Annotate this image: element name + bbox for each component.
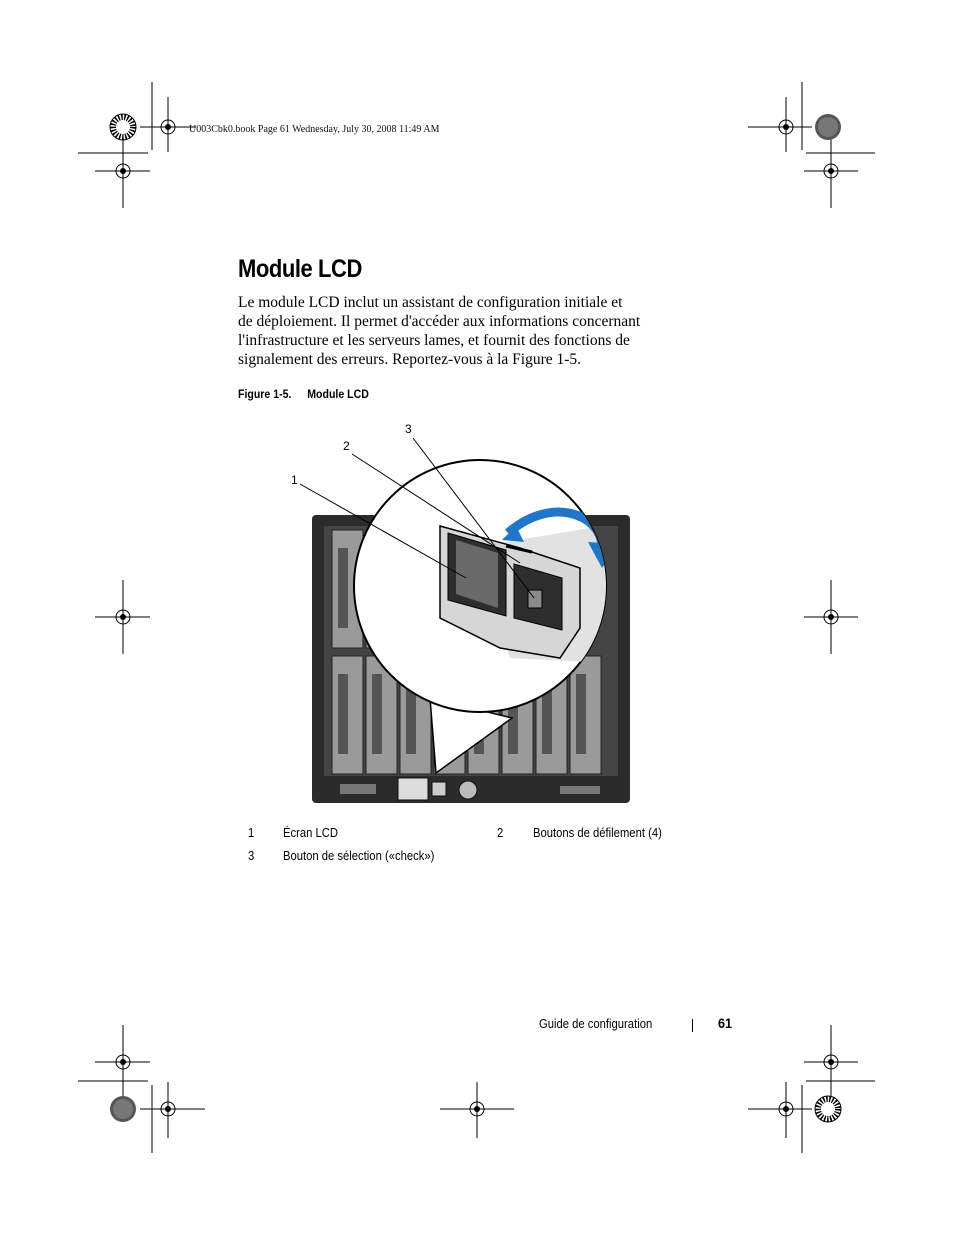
paragraph-line: l'infrastructure et les serveurs lames, et fournit des fonctions de: [238, 332, 630, 349]
figure-caption: [238, 387, 369, 401]
callout-3: 3: [405, 422, 412, 436]
legend-num: 3: [248, 849, 255, 863]
print-header: U003Cbk0.book Page 61 Wednesday, July 30, 2008 11:49 AM: [189, 124, 440, 135]
footer-section-title: Guide de configuration: [539, 1017, 653, 1031]
legend-text: Boutons de défilement (4): [533, 826, 662, 840]
paragraph-line: signalement des erreurs. Reportez-vous à la Figure 1-5.: [238, 351, 582, 368]
paragraph-line: Le module LCD inclut un assistant de configuration initiale et: [238, 294, 623, 311]
page-title: Module LCD: [238, 255, 362, 283]
legend-num: 1: [248, 826, 255, 840]
legend-text: Bouton de sélection («check»): [283, 849, 435, 863]
legend-num: 2: [497, 826, 504, 840]
lcd-module-figure: [280, 418, 680, 818]
callout-1: 1: [291, 473, 298, 487]
callout-2: 2: [343, 439, 350, 453]
paragraph-line: de déploiement. Il permet d'accéder aux informations concernant: [238, 313, 641, 330]
page-footer: [0, 1015, 954, 1035]
legend-row: [248, 846, 688, 869]
legend-row: [248, 823, 688, 846]
figure-legend: [248, 823, 688, 869]
figure-title: Module LCD: [307, 387, 369, 401]
footer-divider: [692, 1019, 693, 1032]
figure-label: Figure 1-5.: [238, 387, 292, 401]
page-number: 61: [718, 1015, 733, 1031]
intro-paragraph: [238, 293, 678, 369]
legend-text: Écran LCD: [283, 826, 339, 840]
